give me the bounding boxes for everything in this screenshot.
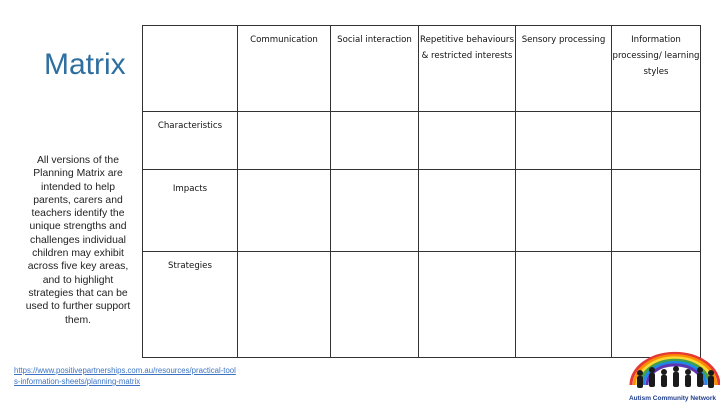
row-label-characteristics: Characteristics <box>143 112 238 170</box>
matrix-cell[interactable] <box>612 252 701 358</box>
row-label-strategies: Strategies <box>143 252 238 358</box>
logo-caption: Autism Community Network <box>628 395 716 402</box>
matrix-row-strategies <box>143 252 701 358</box>
matrix-description: All versions of the Planning Matrix are intended to help parents, carers and teachers identify the unique strengths and challenges individual children may exhibit across five key areas, and to highlight strategies that can be used to further support them. <box>25 155 131 326</box>
column-header-information-processing: Information processing/ learning styles <box>612 26 701 112</box>
matrix-cell[interactable] <box>331 170 419 252</box>
matrix-row-characteristics <box>143 112 701 170</box>
autism-community-network-logo <box>626 343 720 405</box>
matrix-cell[interactable] <box>331 252 419 358</box>
matrix-cell[interactable] <box>419 170 516 252</box>
matrix-cell[interactable] <box>238 252 331 358</box>
matrix-cell[interactable] <box>331 112 419 170</box>
matrix-cell[interactable] <box>612 170 701 252</box>
matrix-cell[interactable] <box>419 112 516 170</box>
matrix-cell[interactable] <box>612 112 701 170</box>
matrix-cell[interactable] <box>516 252 612 358</box>
matrix-header-row <box>143 26 701 112</box>
matrix-cell[interactable] <box>516 112 612 170</box>
matrix-cell[interactable] <box>516 170 612 252</box>
matrix-corner-cell <box>143 26 238 112</box>
matrix-cell[interactable] <box>238 112 331 170</box>
column-header-repetitive-behaviours: Repetitive behaviours & restricted interests <box>419 26 516 112</box>
slide-title: Matrix <box>44 48 126 81</box>
row-label-impacts: Impacts <box>143 170 238 252</box>
planning-matrix-table <box>142 25 701 358</box>
matrix-row-impacts <box>143 170 701 252</box>
column-header-communication: Communication <box>238 26 331 112</box>
planning-matrix-link[interactable]: https://www.positivepartnerships.com.au/resources/practical-tools-information-sheets/planning-matrix <box>14 366 236 386</box>
matrix-cell[interactable] <box>238 170 331 252</box>
matrix-cell[interactable] <box>419 252 516 358</box>
column-header-sensory-processing: Sensory processing <box>516 26 612 112</box>
column-header-social-interaction: Social interaction <box>331 26 419 112</box>
